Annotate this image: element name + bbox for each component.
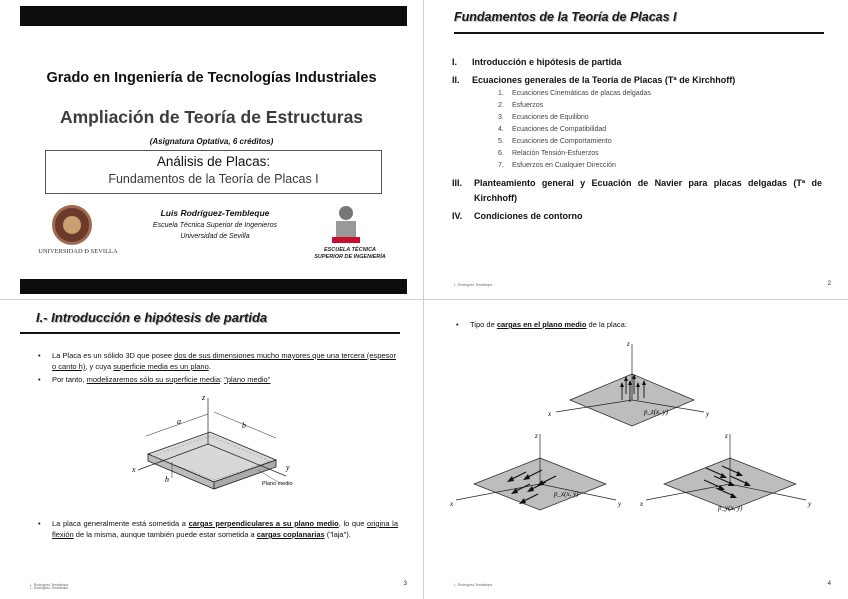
lecture-title: Análisis de Placas: (156, 154, 271, 169)
course-info: (Asignatura Optativa, 6 créditos) (149, 137, 274, 146)
page-number: 4 (827, 581, 831, 587)
university-name: Universidad de Sevilla (180, 233, 250, 240)
load-pz-label: p_z(x, y) (644, 408, 669, 416)
toc-subsection: 6. Relación Tensión-Esfuerzos (498, 150, 599, 157)
toc-subsection: 1. Ecuaciones Cinemáticas de placas delgadas (498, 90, 651, 97)
slide-3[interactable] (0, 300, 423, 599)
slide-footer: L. Rodríguez-Tembleque (454, 283, 493, 287)
intro-bullet: • Tipo de cargas en el plano medio de la placa: (456, 320, 627, 329)
dim-h-label: h (165, 475, 169, 484)
axis-y-label: y (618, 500, 622, 508)
toc-subsection: 3. Ecuaciones de Equilibrio (498, 114, 589, 121)
slide-title: Fundamentos de la Teoría de Placas I (454, 10, 677, 24)
axis-x-label: x (548, 410, 552, 418)
slide-2[interactable] (424, 0, 847, 299)
slide-1[interactable] (0, 0, 423, 299)
axis-z-label: z (725, 432, 728, 440)
bullet-list (38, 350, 398, 387)
page-number: 2 (827, 281, 831, 287)
bullet-list (38, 518, 398, 542)
bottom-black-bar (20, 279, 407, 294)
x-load-diagram (444, 430, 634, 520)
axis-y-label: y (286, 463, 290, 472)
slide-4[interactable] (424, 300, 847, 599)
toc-section: I. Introducción e hipótesis de partida (452, 57, 622, 67)
table-of-contents (452, 55, 822, 227)
university-seal-icon (52, 205, 92, 245)
plano-medio-label: Plano medio (262, 481, 293, 487)
toc-subsection: 2. Esfuerzos (498, 102, 544, 109)
toc-section: III. Planteamiento general y Ecuación de Navier para placas delgadas (Tª de Kirchhoff) (452, 178, 822, 203)
toc-subsections (452, 88, 822, 172)
load-py-label: p_y(x, y) (718, 504, 743, 512)
bullet-item: • Por tanto, modelizaremos sólo su superficie media: "plano medio" (38, 375, 271, 384)
title-underline (454, 32, 824, 34)
author-name: Luis Rodríguez-Tembleque (160, 208, 270, 218)
top-black-bar (20, 6, 407, 26)
slide-footer: L. Rodríguez-Tembleque (30, 586, 69, 590)
load-px-label: p_x(x, y) (554, 490, 579, 498)
slide-footer: L. Rodríguez-Tembleque (454, 583, 493, 587)
toc-subsection: 4. Ecuaciones de Compatibilidad (498, 126, 607, 133)
bullet-item: • La placa generalmente está sometida a cargas perpendiculares a su plano medio, lo que origina la flexión de la misma, aunque también puede estar sometida a cargas coplanarias ("laja"). (38, 519, 398, 539)
axis-z-label: z (202, 393, 206, 402)
bullet-item: • La Placa es un sólido 3D que posee dos de sus dimensiones mucho mayores que una tercera (espesor o canto h), y cuya superficie media es un plano. (38, 351, 396, 371)
school-name: Escuela Técnica Superior de Ingenieros (152, 222, 278, 229)
university-logo-text: UNIVERSIDAD Ð SEVILLA (38, 248, 118, 255)
toc-subsection: 5. Ecuaciones de Comportamiento (498, 138, 612, 145)
y-load-diagram (634, 430, 824, 520)
etsi-logo-text: ESCUELA TÉCNICA SUPERIOR DE INGENIERÍA (314, 247, 386, 260)
axis-y-label: y (808, 500, 812, 508)
axis-y-label: y (706, 410, 710, 418)
axis-z-label: z (627, 340, 630, 348)
etsi-logo-icon (332, 206, 360, 244)
slide-footer: L. Rodríguez-Tembleque (30, 583, 69, 587)
lecture-title-box (45, 150, 382, 194)
toc-section: II. Ecuaciones generales de la Teoría de Placas (Tª de Kirchhoff) (452, 75, 736, 85)
vertical-load-diagram (544, 338, 724, 428)
axis-x-label: x (640, 500, 644, 508)
toc-section: IV. Condiciones de contorno (452, 211, 583, 221)
dim-a-label: a (177, 417, 181, 426)
axis-x-label: x (450, 500, 454, 508)
degree-title: Grado en Ingeniería de Tecnologías Industriales (46, 70, 377, 86)
lecture-subtitle: Fundamentos de la Teoría de Placas I (108, 172, 319, 186)
title-underline (20, 332, 400, 334)
axis-x-label: x (132, 465, 136, 474)
dim-b-label: b (242, 421, 246, 430)
page-number: 3 (403, 581, 407, 587)
toc-subsection: 7. Esfuerzos en Cualquier Dirección (498, 162, 616, 169)
axis-z-label: z (535, 432, 538, 440)
plate-diagram (118, 392, 308, 502)
subject-title: Ampliación de Teoría de Estructuras (59, 107, 364, 127)
slide-title: I.- Introducción e hipótesis de partida (36, 310, 268, 325)
